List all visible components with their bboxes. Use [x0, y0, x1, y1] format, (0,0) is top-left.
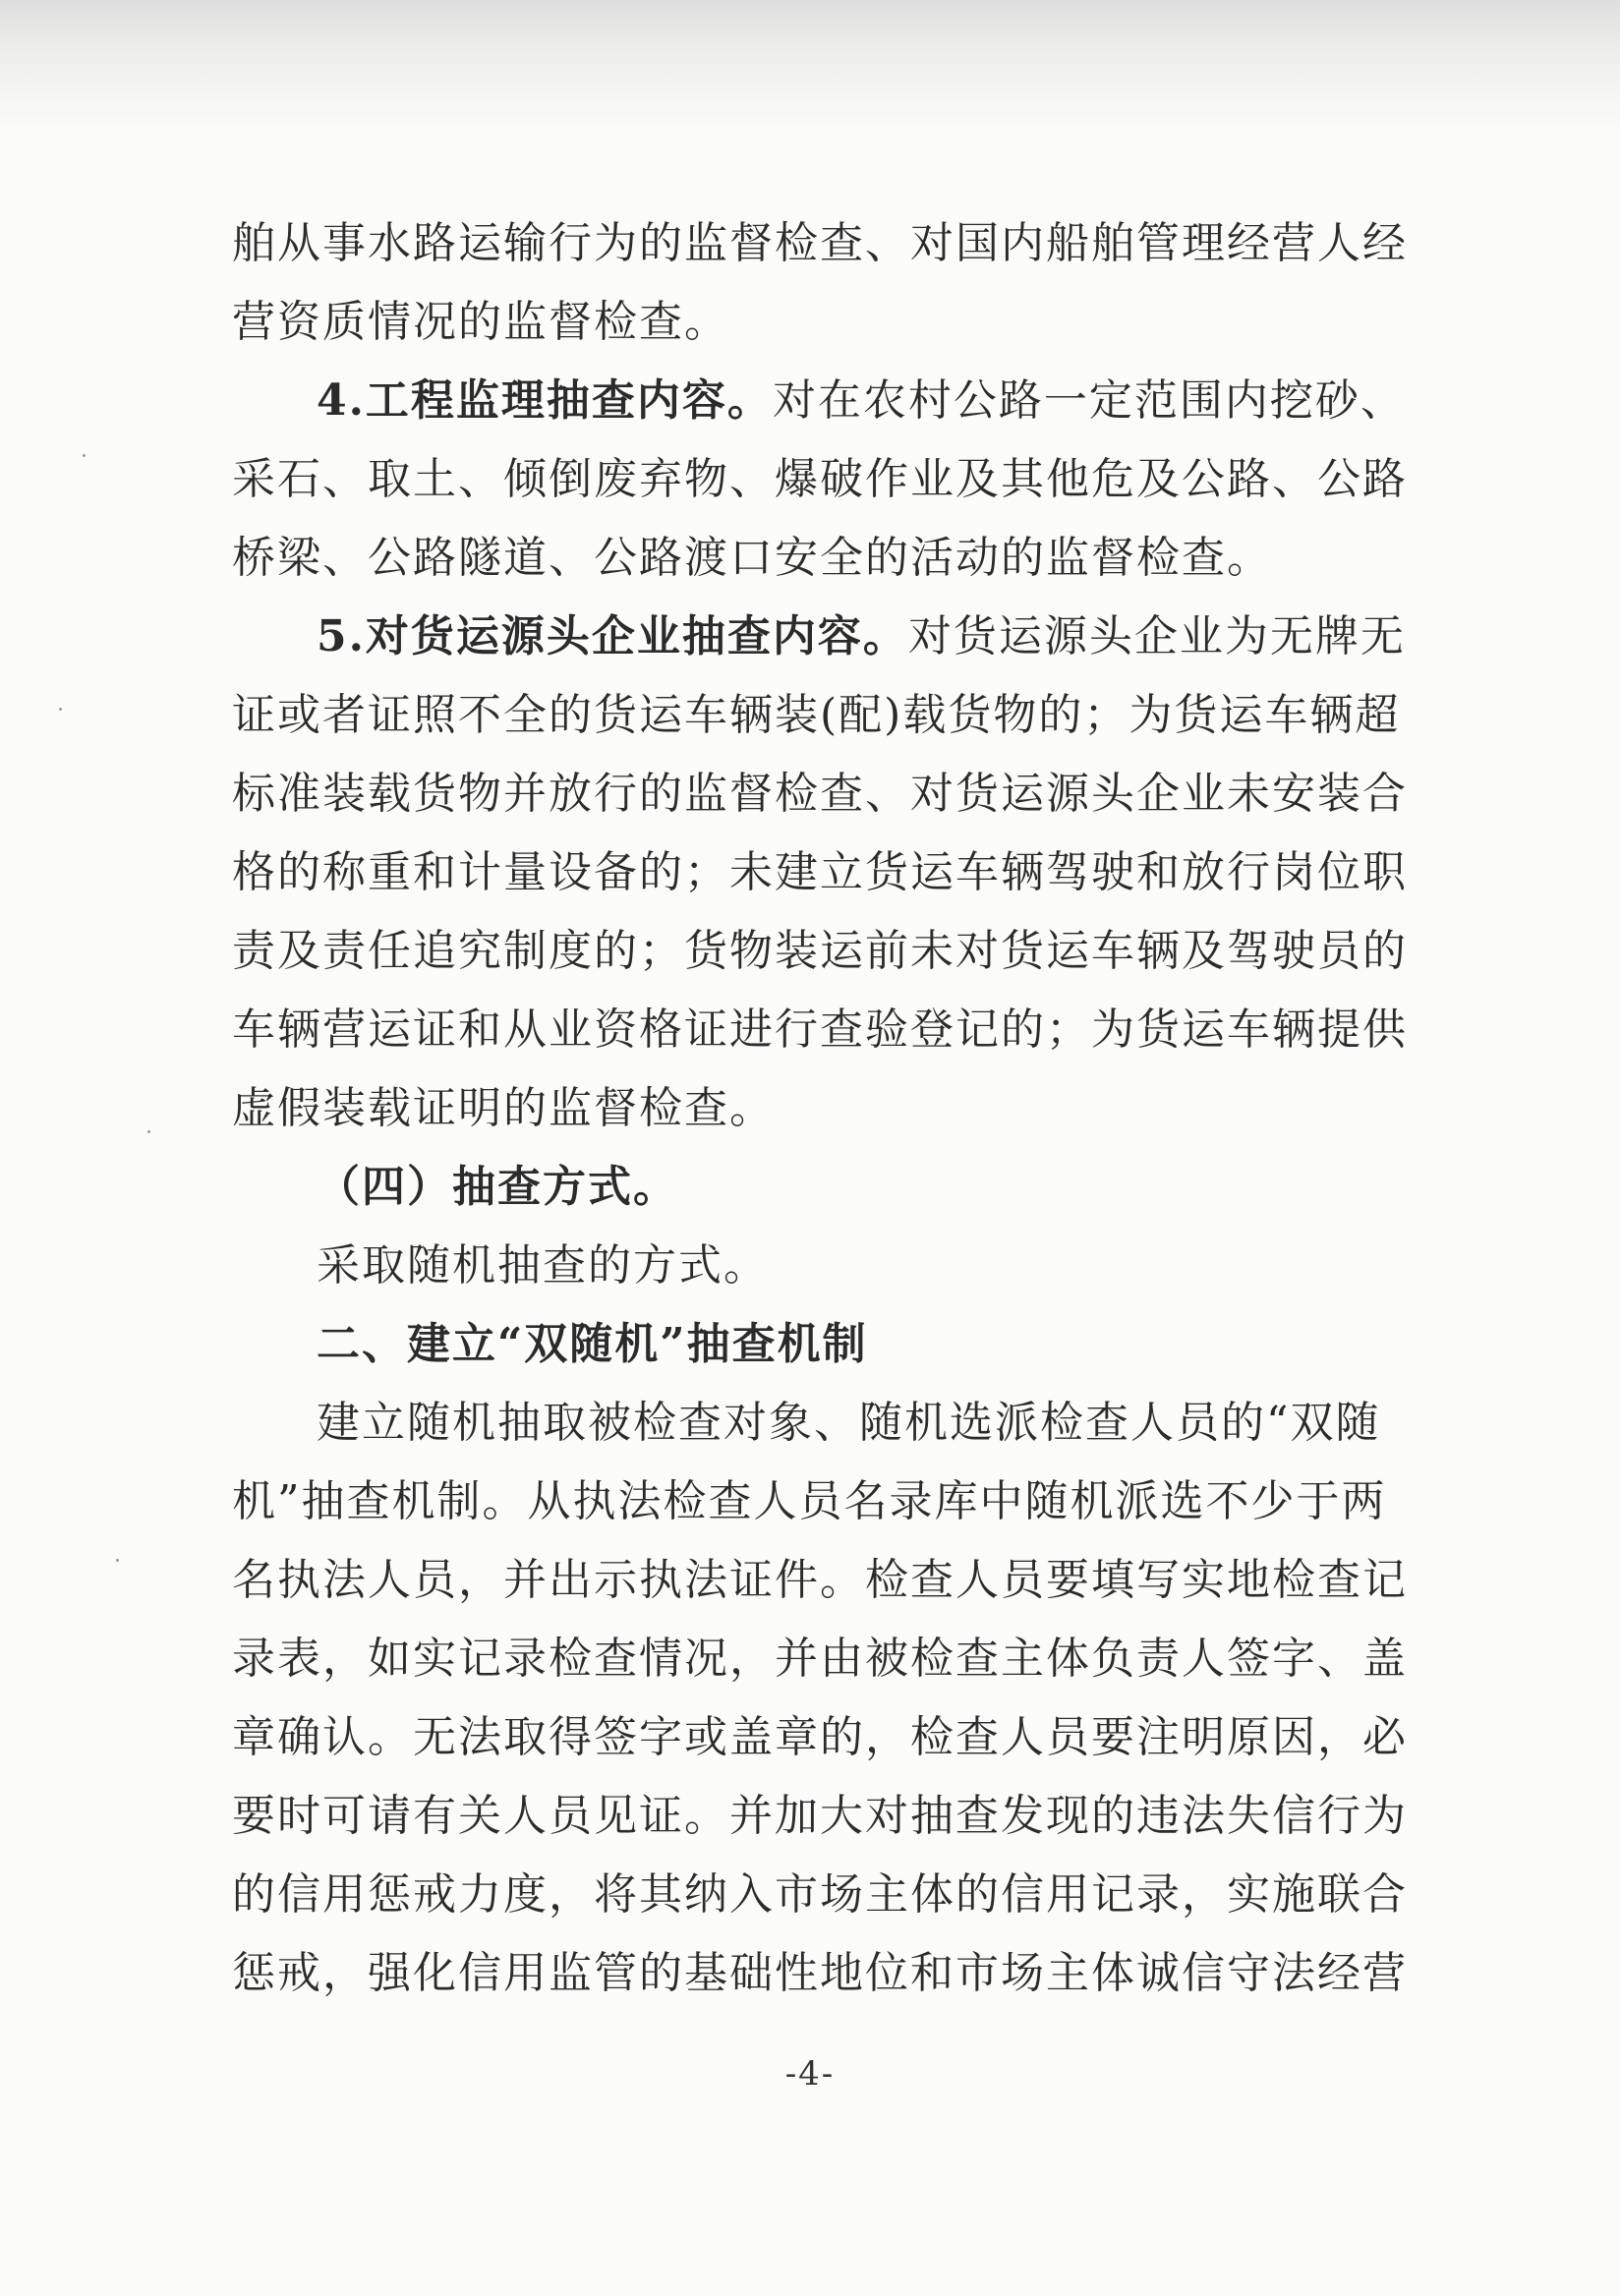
scan-speck	[59, 708, 62, 711]
scan-speck	[116, 1559, 119, 1562]
item-4-heading: 4.工程监理抽查内容。	[317, 375, 773, 426]
text-line: 责及责任追究制度的；货物装运前未对货运车辆及驾驶员的	[232, 926, 1408, 976]
text-line: 章确认。无法取得签字或盖章的，检查人员要注明原因，必	[232, 1712, 1408, 1762]
text-segment: 对在农村公路一定范围内挖砂、	[772, 375, 1406, 426]
page-number: -4-	[784, 2054, 836, 2094]
text-line: 车辆营运证和从业资格证进行查验登记的；为货运车辆提供	[232, 1004, 1408, 1055]
text-line: 桥梁、公路隧道、公路渡口安全的活动的监督检查。	[232, 533, 1272, 583]
text-line: 惩戒，强化信用监管的基础性地位和市场主体诚信守法经营	[232, 1948, 1408, 1998]
text-line: 虚假装载证明的监督检查。	[232, 1083, 775, 1133]
section-heading-double-random: 二、建立“双随机”抽查机制	[317, 1319, 868, 1369]
text-line: 要时可请有关人员见证。并加大对抽查发现的违法失信行为	[232, 1791, 1408, 1841]
text-line: 采石、取土、倾倒废弃物、爆破作业及其他危及公路、公路	[232, 454, 1408, 504]
item-5-heading: 5.对货运源头企业抽查内容。	[317, 611, 908, 661]
text-line: 机”抽查机制。从执法检查人员名录库中随机派选不少于两	[232, 1476, 1387, 1526]
text-line: 建立随机抽取被检查对象、随机选派检查人员的“双随	[317, 1398, 1381, 1448]
section-heading-inspection-method: （四）抽查方式。	[317, 1162, 678, 1212]
text-line: 格的称重和计量设备的；未建立货运车辆驾驶和放行岗位职	[232, 847, 1408, 897]
text-line: 名执法人员，并出示执法证件。检查人员要填写实地检查记	[232, 1555, 1408, 1605]
text-segment: 对货运源头企业为无牌无	[907, 611, 1406, 661]
paragraph-item-5	[317, 607, 1406, 666]
text-line: 证或者证照不全的货运车辆装(配)载货物的；为货运车辆超	[232, 690, 1401, 740]
text-line: 舶从事水路运输行为的监督检查、对国内船舶管理经营人经	[232, 218, 1408, 268]
text-line: 录表，如实记录检查情况，并由被检查主体负责人签字、盖	[232, 1634, 1408, 1684]
text-line: 标准装载货物并放行的监督检查、对货运源头企业未安装合	[232, 769, 1408, 819]
text-line: 营资质情况的监督检查。	[232, 297, 729, 347]
text-line: 的信用惩戒力度，将其纳入市场主体的信用记录，实施联合	[232, 1869, 1408, 1920]
scan-speck	[147, 1130, 150, 1133]
paragraph-item-4	[317, 372, 1406, 430]
scan-speck	[83, 454, 86, 457]
text-line: 采取随机抽查的方式。	[317, 1240, 769, 1291]
